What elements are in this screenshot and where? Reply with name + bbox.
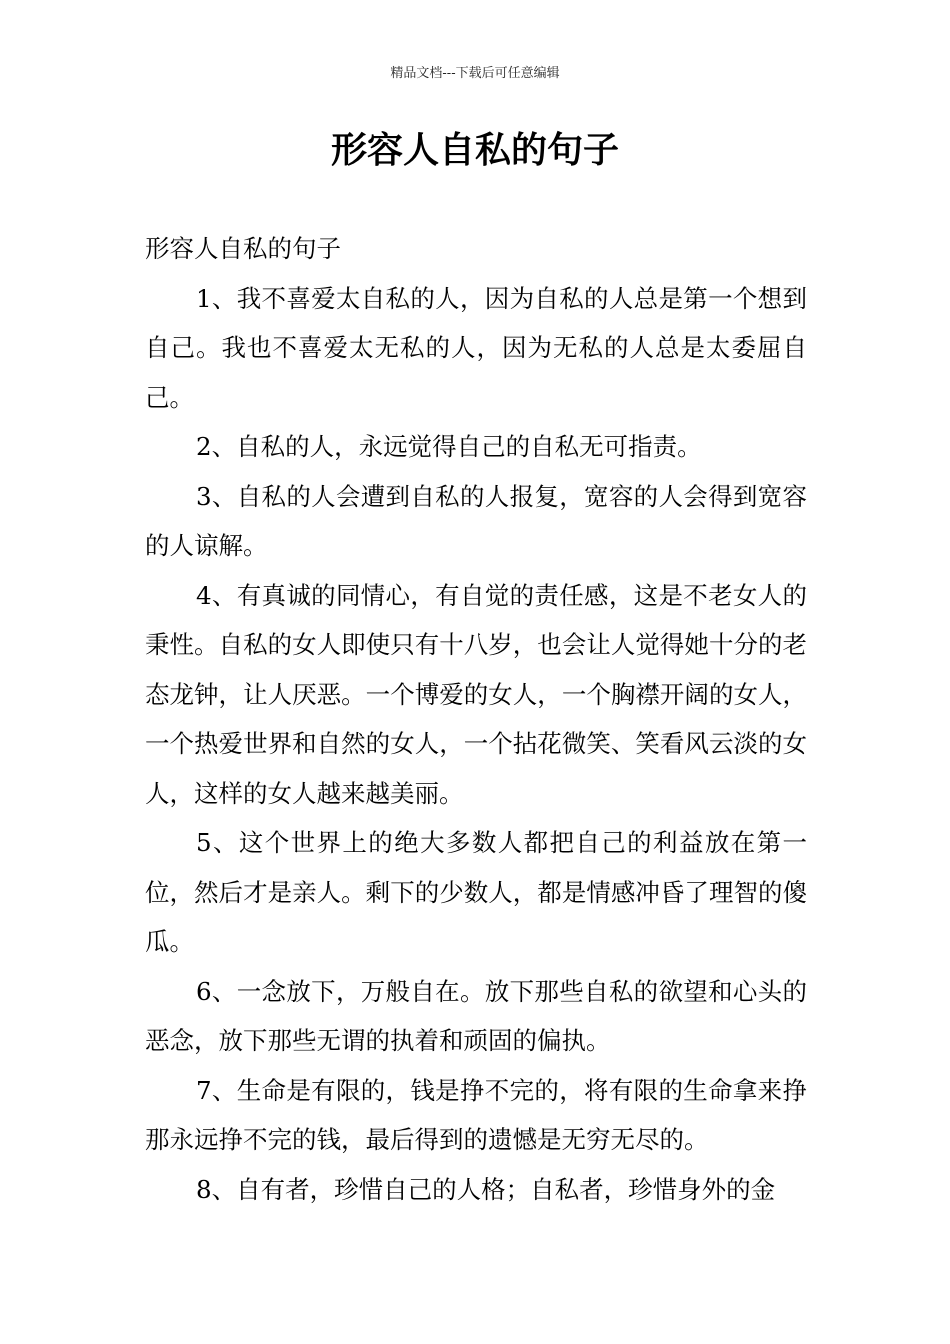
- page-header: 精品文档---下载后可任意编辑: [390, 66, 560, 81]
- paragraph-4: 4、有真诚的同情心，有自觉的责任感，这是不老女人的秉性。自私的女人即使只有十八岁，也会让人觉得她十分的老态龙钟，让人厌恶。一个博爱的女人，一个胸襟开阔的女人，一个热爱世界和自然的女人，一个拈花微笑、笑看风云淡的女人，这样的女人越来越美丽。: [145, 580, 807, 808]
- paragraph-8: 8、自有者，珍惜自己的人格；自私者，珍惜身外的金: [196, 1174, 776, 1204]
- document-subtitle: 形容人自私的句子: [145, 234, 341, 263]
- paragraph-5: 5、这个世界上的绝大多数人都把自己的利益放在第一位，然后才是亲人。剩下的少数人，都是情感冲昏了理智的傻瓜。: [145, 828, 807, 956]
- document-body: [145, 224, 807, 1214]
- paragraph-3: 3、自私的人会遭到自私的人报复，宽容的人会得到宽容的人谅解。: [145, 481, 807, 560]
- document-title: 形容人自私的句子: [330, 130, 619, 171]
- paragraph-2: 2、自私的人，永远觉得自己的自私无可指责。: [196, 432, 702, 461]
- paragraph-7: 7、生命是有限的，钱是挣不完的，将有限的生命拿来挣那永远挣不完的钱，最后得到的遗憾是无穷无尽的。: [145, 1075, 807, 1154]
- paragraph-6: 6、一念放下，万般自在。放下那些自私的欲望和心头的恶念，放下那些无谓的执着和顽固的偏执。: [145, 976, 807, 1055]
- paragraph-1: 1、我不喜爱太自私的人，因为自私的人总是第一个想到自己。我也不喜爱太无私的人，因为无私的人总是太委屈自己。: [145, 283, 807, 412]
